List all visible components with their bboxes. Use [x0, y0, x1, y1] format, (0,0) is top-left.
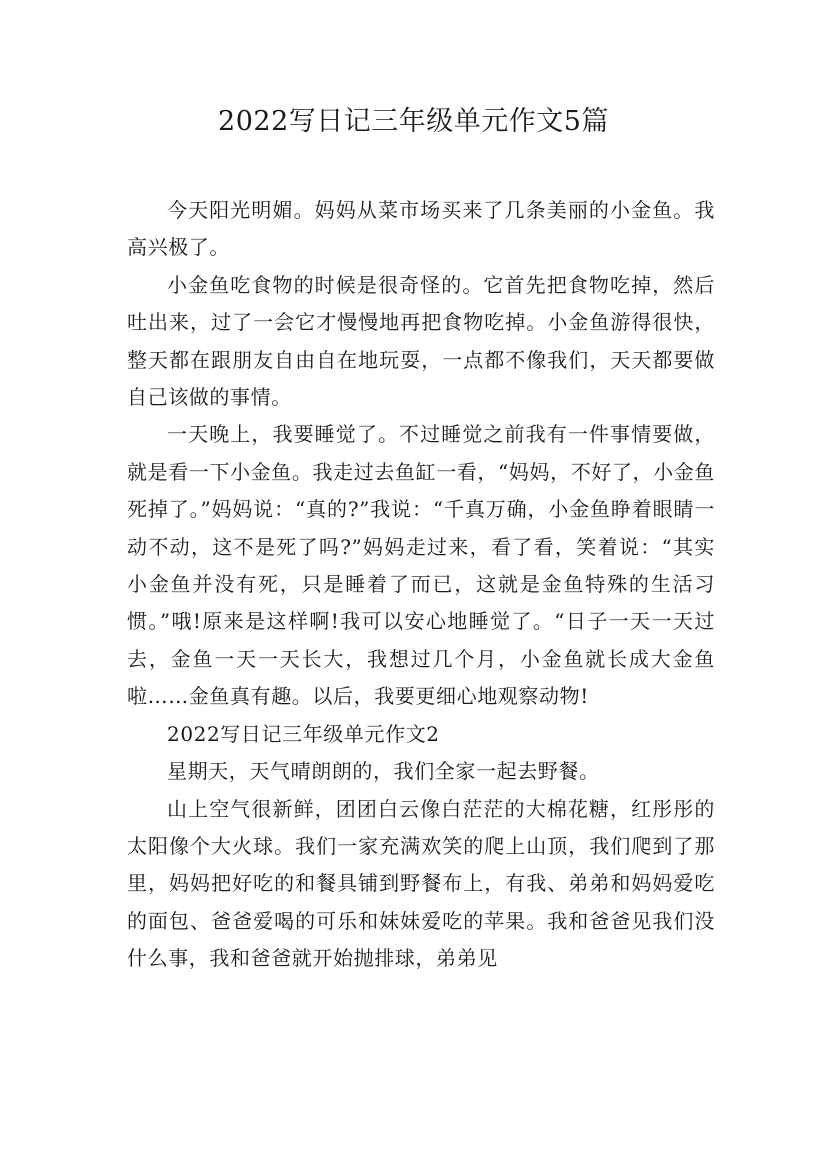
- paragraph-picnic-intro: 星期天，天气晴朗朗的，我们全家一起去野餐。: [167, 759, 600, 784]
- paragraph-goldfish-intro: 今天阳光明媚。妈妈从菜市场买来了几条美丽的小金鱼。我高兴极了。: [127, 198, 715, 260]
- document-body: [127, 192, 715, 978]
- paragraph-picnic-mountain: 山上空气很新鲜，团团白云像白茫茫的大棉花糖，红彤彤的太阳像个大火球。我们一家充满欢笑的爬上山顶，我们爬到了那里，妈妈把好吃的和餐具铺到野餐布上，有我、弟弟和妈妈爱吃的面包、爸爸爱喝的可乐和妹妹爱吃的苹果。我和爸爸见我们没什么事，我和爸爸就开始抛排球，弟弟见: [127, 796, 715, 971]
- section-heading-essay-2: 2022写日记三年级单元作文2: [167, 721, 440, 746]
- paragraph-goldfish-sleeping: 一天晚上，我要睡觉了。不过睡觉之前我有一件事情要做，就是看一下小金鱼。我走过去鱼缸一看，“妈妈，不好了，小金鱼死掉了。”妈妈说：“真的?”我说：“千真万确，小金鱼睁着眼睛一动不动，这不是死了吗?”妈妈走过来，看了看，笑着说：“其实小金鱼并没有死，只是睡着了而已，这就是金鱼特殊的生活习惯。”哦!原来是这样啊!我可以安心地睡觉了。“日子一天一天过去，金鱼一天一天长大，我想过几个月，小金鱼就长成大金鱼啦……金鱼真有趣。以后，我要更细心地观察动物!: [127, 422, 715, 709]
- paragraph-goldfish-eating: 小金鱼吃食物的时候是很奇怪的。它首先把食物吃掉，然后吐出来，过了一会它才慢慢地再把食物吃掉。小金鱼游得很快，整天都在跟朋友自由自在地玩耍，一点都不像我们，天天都要做自己该做的事情。: [127, 272, 715, 410]
- document-title: 2022写日记三年级单元作文5篇: [218, 106, 609, 137]
